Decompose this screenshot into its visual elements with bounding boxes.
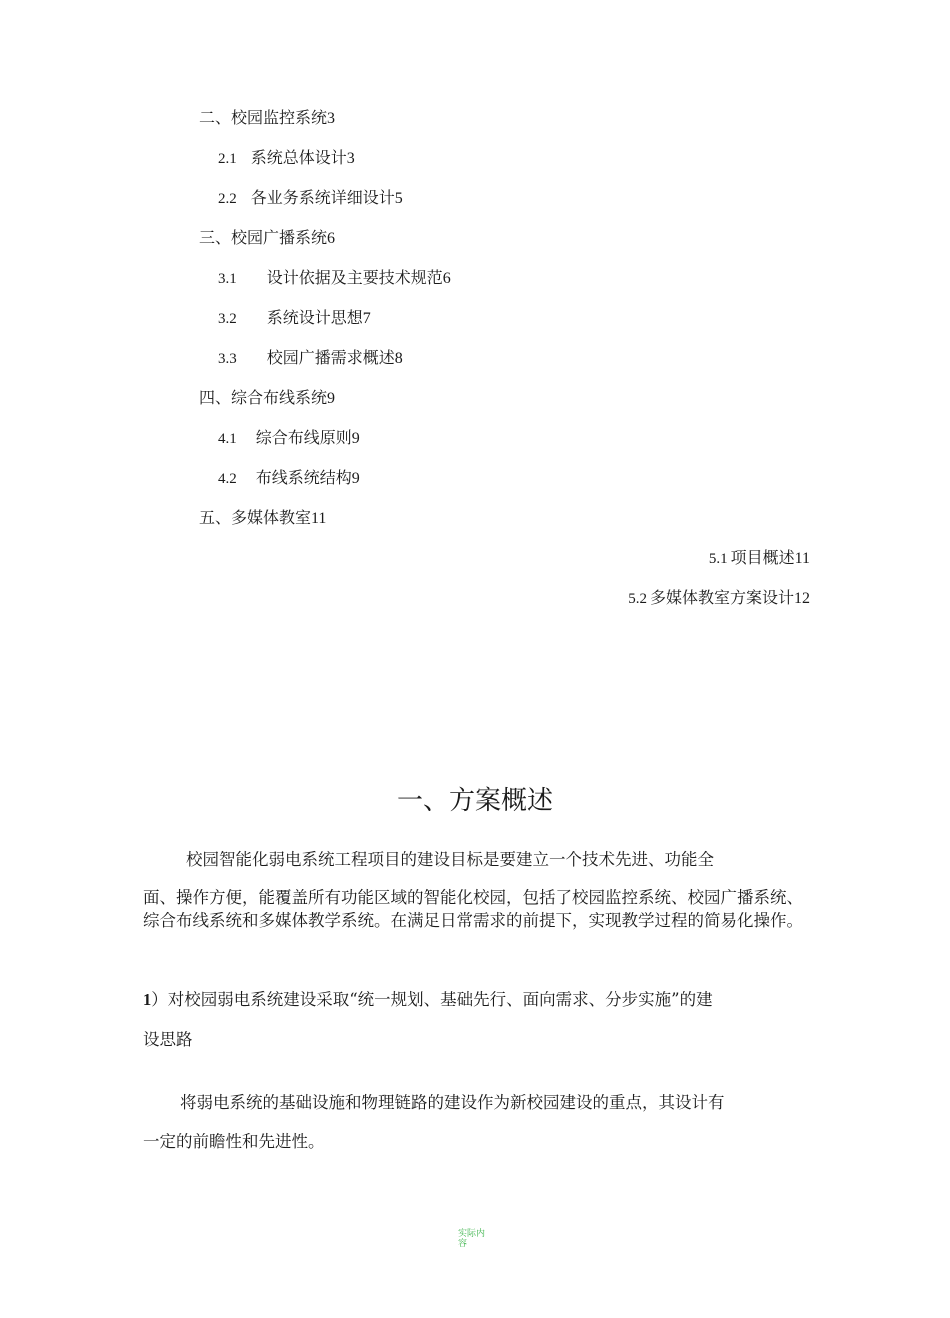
toc-entry-chapter-5[interactable] <box>199 508 326 529</box>
toc-entry-2-2[interactable] <box>218 188 403 209</box>
toc-entry-3-3[interactable] <box>218 348 403 369</box>
footer-mark: 实际内容 <box>458 1229 486 1249</box>
toc-number: 3.2 <box>218 311 237 327</box>
point-1-line-2: 设思路 <box>143 1030 193 1049</box>
toc-page: 8 <box>394 350 403 367</box>
toc-entry-3-2[interactable] <box>218 308 371 329</box>
toc-page: 5 <box>394 190 403 207</box>
section-heading: 一、方案概述 <box>396 786 553 816</box>
toc-entry-4-2[interactable] <box>218 468 360 489</box>
toc-number: 5.1 <box>708 551 728 567</box>
toc-entry-4-1[interactable] <box>218 428 360 449</box>
toc-page: 9 <box>327 390 336 407</box>
toc-entry-5-1[interactable] <box>709 548 810 569</box>
toc-title: 各业务系统详细设计 <box>250 188 395 207</box>
paragraph-2-first-line: 将弱电系统的基础设施和物理链路的建设作为新校园建设的重点，其设计有 <box>180 1093 725 1112</box>
toc-page: 12 <box>794 590 810 607</box>
toc-title: 三、校园广播系统 <box>199 228 328 247</box>
toc-number: 5.2 <box>628 591 647 607</box>
toc-page: 11 <box>311 510 327 527</box>
toc-entry-chapter-2[interactable] <box>199 108 335 129</box>
toc-entry-chapter-4[interactable] <box>199 388 335 409</box>
toc-title: 多媒体教室方案设计 <box>649 588 794 607</box>
toc-number: 4.1 <box>218 431 237 447</box>
toc-page: 7 <box>362 310 371 327</box>
toc-page: 6 <box>327 230 336 247</box>
toc-title: 布线系统结构 <box>255 468 352 487</box>
toc-page: 9 <box>351 470 360 487</box>
toc-page: 9 <box>351 430 360 447</box>
paragraph-2-second-line: 一定的前瞻性和先进性。 <box>143 1132 325 1151</box>
toc-number: 2.2 <box>218 191 237 207</box>
toc-number: 3.3 <box>218 351 237 367</box>
toc-title: 校园广播需求概述 <box>266 348 395 367</box>
toc-title: 综合布线原则 <box>255 428 352 447</box>
toc-title: 设计依据及主要技术规范 <box>266 268 443 287</box>
toc-title: 系统设计思想 <box>266 308 363 327</box>
toc-title: 二、校园监控系统 <box>199 108 328 127</box>
toc-entry-chapter-3[interactable] <box>199 228 335 249</box>
toc-page: 11 <box>794 550 810 567</box>
point-1-number: 1 <box>143 990 152 1009</box>
toc-title: 五、多媒体教室 <box>199 508 312 527</box>
toc-entry-5-2[interactable] <box>628 588 810 609</box>
toc-entry-3-1[interactable] <box>218 268 451 289</box>
paragraph-1-first-line: 校园智能化弱电系统工程项目的建设目标是要建立一个技术先进、功能全 <box>186 850 714 869</box>
toc-title: 项目概述 <box>730 548 795 567</box>
paragraph-1-body: 面、操作方便，能覆盖所有功能区域的智能化校园，包括了校园监控系统、校园广播系统、综合布线系统和多媒体教学系统。在满足日常需求的前提下，实现教学过程的简易化操作。 <box>143 888 803 930</box>
point-1-line-1 <box>143 988 713 1012</box>
toc-number: 2.1 <box>218 151 237 167</box>
toc-number: 3.1 <box>218 271 237 287</box>
toc-page: 3 <box>327 110 336 127</box>
point-1-text: ）对校园弱电系统建设采取“统一规划、基础先行、面向需求、分步实施”的建 <box>151 990 713 1009</box>
toc-number: 4.2 <box>218 471 237 487</box>
toc-title: 四、综合布线系统 <box>199 388 328 407</box>
toc-page: 6 <box>442 270 451 287</box>
toc-entry-2-1[interactable] <box>218 148 355 169</box>
toc-page: 3 <box>346 150 355 167</box>
toc-title: 系统总体设计 <box>250 148 347 167</box>
